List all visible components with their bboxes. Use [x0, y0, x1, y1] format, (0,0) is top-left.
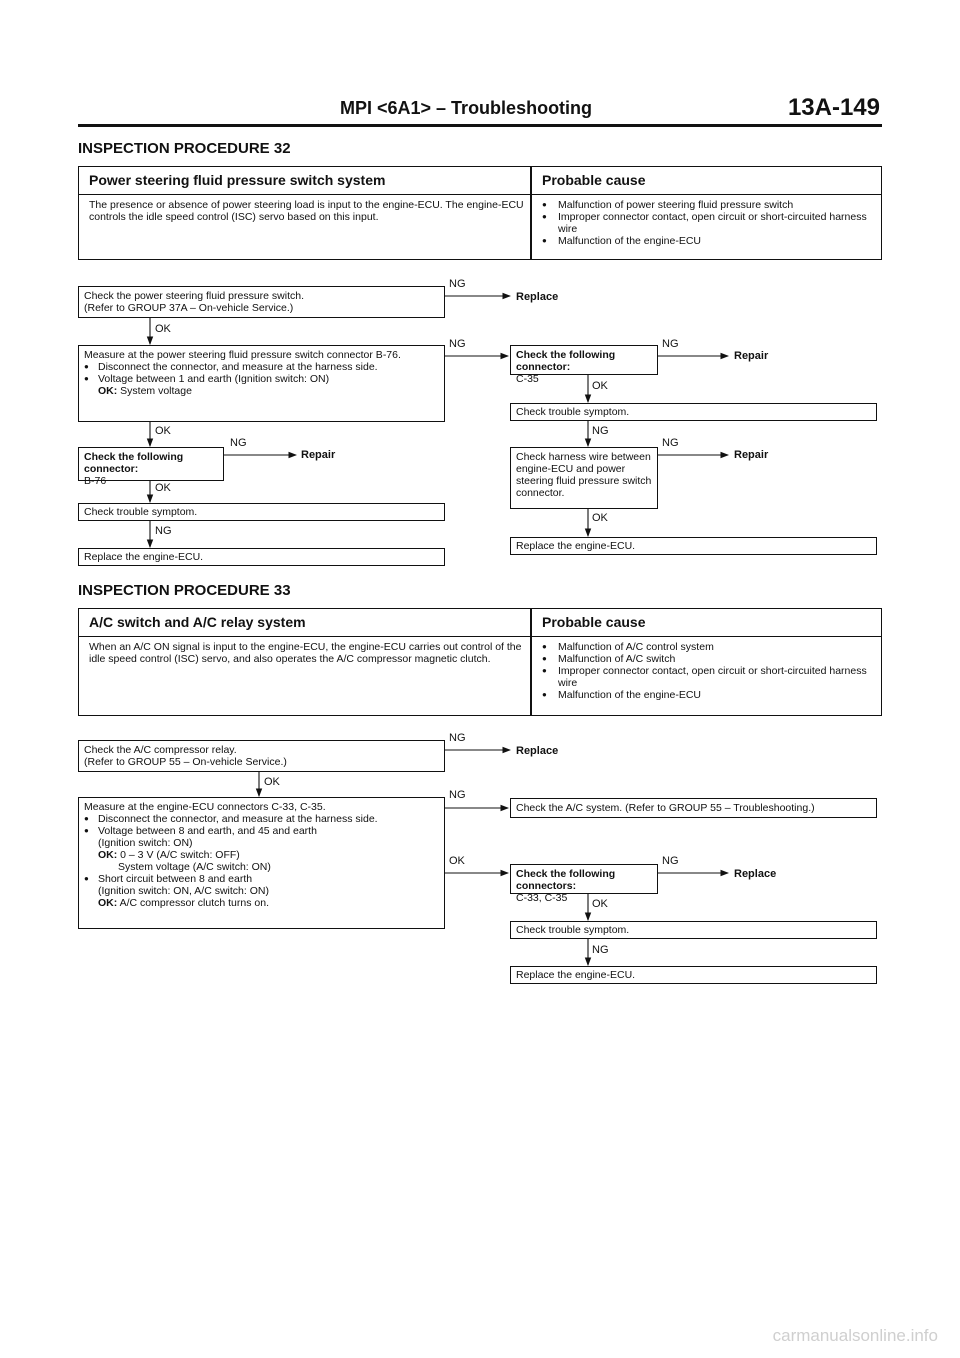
cause-item: ● Malfunction of the engine-ECU — [542, 235, 875, 247]
ng-label: NG — [592, 425, 609, 437]
ok-label: OK — [264, 776, 280, 788]
step-bullet: ● Disconnect the connector, and measure at the harness side. — [84, 813, 439, 825]
connector-id: C-33, C-35 — [516, 892, 568, 904]
ok-label: OK — [449, 855, 465, 867]
step-replace-ecu: Replace the engine-ECU. — [510, 966, 877, 984]
step-text: (Refer to GROUP 55 – On-vehicle Service.) — [84, 756, 287, 768]
page-number: 13A-149 — [787, 94, 880, 121]
ok-label: OK — [155, 425, 171, 437]
step-text: (Refer to GROUP 37A – On-vehicle Service.) — [84, 302, 294, 314]
step-text: Check the power steering fluid pressure switch. — [84, 290, 305, 302]
action-repair: Repair — [301, 449, 336, 461]
ng-label: NG — [662, 855, 679, 867]
cause-item: ● Malfunction of power steering fluid pressure switch — [542, 199, 875, 211]
ng-label: NG — [155, 525, 172, 537]
action-replace: Replace — [516, 745, 559, 757]
action-replace: Replace — [516, 291, 559, 303]
step-measure-b76 — [78, 345, 445, 422]
ok-criteria-value: System voltage — [120, 385, 192, 397]
action-replace: Replace — [734, 868, 777, 880]
ng-label: NG — [662, 338, 679, 350]
ok-criteria-value: 0 – 3 V (A/C switch: OFF) — [120, 849, 240, 861]
step-bullet: ● Disconnect the connector, and measure at the harness side. — [84, 361, 439, 373]
ok-criteria-label: OK: — [98, 897, 118, 909]
step-bullet: ● Voltage between 1 and earth (Ignition switch: ON) — [84, 373, 439, 385]
system-description: When an A/C ON signal is input to the engine-ECU, the engine-ECU carries out control of the idle speed control (ISC) servo, and also operates the A/C compressor magnetic clutch. — [89, 641, 522, 665]
ng-label: NG — [449, 789, 466, 801]
connector-id: B-76 — [84, 475, 107, 487]
ng-label: NG — [449, 338, 466, 350]
cause-item: ● Improper connector contact, open circuit or short-circuited harness wire — [542, 665, 875, 689]
ok-criteria-label: OK: — [98, 385, 118, 397]
ok-label: OK — [592, 380, 608, 392]
procedure-32-cause-table — [78, 166, 882, 260]
system-header: A/C switch and A/C relay system — [79, 609, 530, 637]
step-check-connector-c35 — [510, 345, 658, 385]
step-bullet: ● Voltage between 8 and earth, and 45 and earth — [84, 825, 439, 837]
step-sub-text: (Ignition switch: ON, A/C switch: ON) — [98, 885, 269, 897]
cause-item: ● Malfunction of A/C switch — [542, 653, 875, 665]
probable-cause-header: Probable cause — [532, 609, 881, 637]
step-sub-text: (Ignition switch: ON) — [98, 837, 193, 849]
system-description: The presence or absence of power steering load is input to the engine-ECU. The engine-ECU controls the idle speed control (ISC) servo based on this input. — [89, 199, 524, 223]
ng-label: NG — [230, 437, 247, 449]
ng-label: NG — [662, 437, 679, 449]
step-bullet: ● Short circuit between 8 and earth — [84, 873, 439, 885]
ok-criteria-value: System voltage (A/C switch: ON) — [118, 861, 271, 873]
step-text: Check the A/C compressor relay. — [84, 744, 237, 756]
procedure-32-title: INSPECTION PROCEDURE 32 — [78, 140, 291, 157]
step-check-ac-system: Check the A/C system. (Refer to GROUP 55 – Troubleshooting.) — [510, 798, 877, 818]
step-check-symptom: Check trouble symptom. — [78, 503, 445, 521]
action-repair: Repair — [734, 449, 769, 461]
ng-label: NG — [449, 278, 466, 290]
step-text: Check the following connector: — [516, 349, 616, 373]
step-check-symptom: Check trouble symptom. — [510, 921, 877, 939]
ok-label: OK — [155, 323, 171, 335]
procedure-33-cause-table — [78, 608, 882, 716]
connector-id: C-35 — [516, 373, 539, 385]
watermark: carmanualsonline.info — [772, 1326, 938, 1345]
step-check-symptom: Check trouble symptom. — [510, 403, 877, 421]
step-check-ac-relay — [78, 740, 445, 772]
step-replace-ecu: Replace the engine-ECU. — [78, 548, 445, 566]
ng-label: NG — [449, 732, 466, 744]
step-check-ps-switch — [78, 286, 445, 318]
step-text: Check the following connector: — [84, 451, 184, 475]
step-replace-ecu: Replace the engine-ECU. — [510, 537, 877, 555]
page-header-title: MPI <6A1> – Troubleshooting — [340, 98, 593, 118]
ok-criteria-value: A/C compressor clutch turns on. — [119, 897, 269, 909]
cause-item: ● Malfunction of A/C control system — [542, 641, 875, 653]
ok-criteria-label: OK: — [98, 849, 118, 861]
step-text: Measure at the engine-ECU connectors C-33, C-35. — [84, 801, 326, 813]
step-check-connector-b76 — [78, 447, 224, 487]
system-header: Power steering fluid pressure switch system — [79, 167, 530, 195]
cause-item: ● Malfunction of the engine-ECU — [542, 689, 875, 701]
step-text: Measure at the power steering fluid pressure switch connector B-76. — [84, 349, 401, 361]
step-text: Check the following connectors: — [516, 868, 616, 892]
step-measure-c33-c35 — [78, 797, 445, 929]
ng-label: NG — [592, 944, 609, 956]
ok-label: OK — [155, 482, 171, 494]
cause-item: ● Improper connector contact, open circuit or short-circuited harness wire — [542, 211, 875, 235]
procedure-33-title: INSPECTION PROCEDURE 33 — [78, 582, 291, 599]
ok-label: OK — [592, 512, 608, 524]
step-check-harness: Check harness wire between engine-ECU and power steering fluid pressure switch connector. — [510, 447, 658, 509]
probable-cause-header: Probable cause — [532, 167, 881, 195]
ok-label: OK — [592, 898, 608, 910]
action-repair: Repair — [734, 350, 769, 362]
header-rule — [78, 124, 882, 127]
